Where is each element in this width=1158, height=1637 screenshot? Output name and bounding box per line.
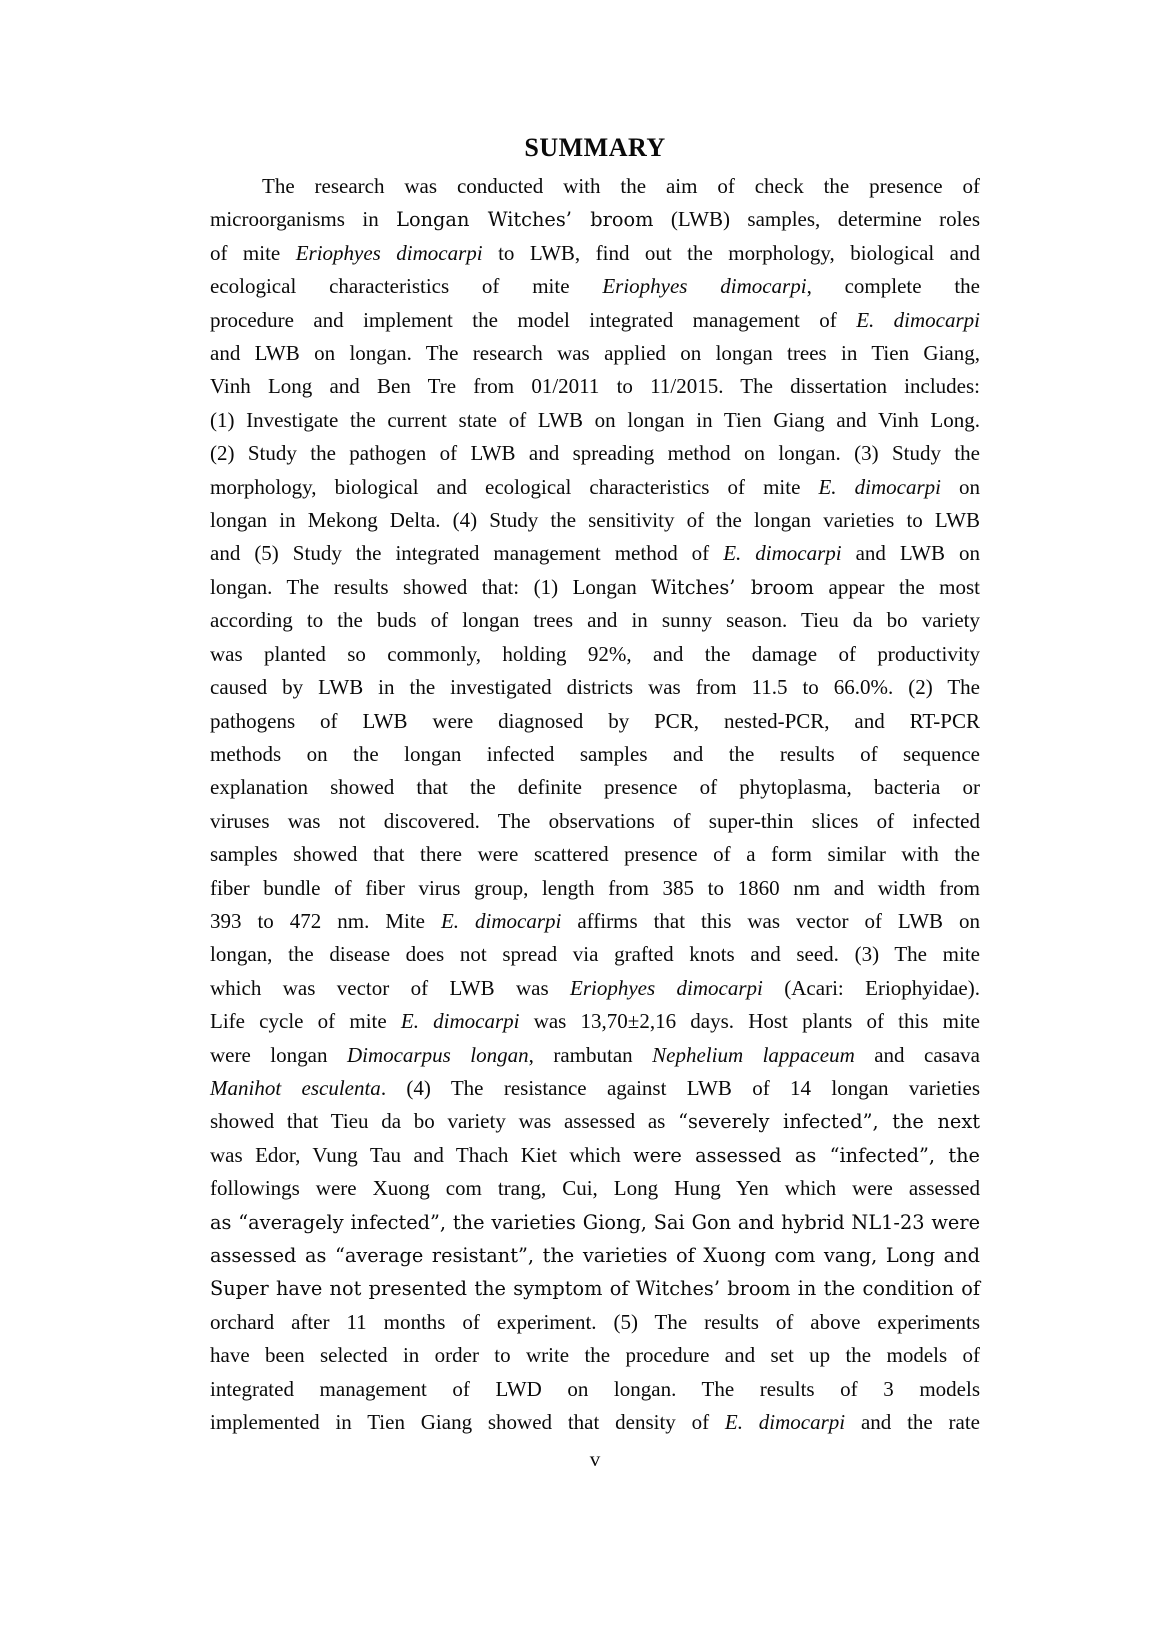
text-run: longan. The results showed that: (1) Longan: [210, 574, 652, 599]
text-run: and LWB on: [841, 541, 980, 566]
paragraph-line: [210, 1406, 980, 1439]
text-run: (Acari: Eriophyidae).: [762, 975, 980, 1000]
text-run: to LWB, find out the morphology, biological and: [482, 240, 980, 265]
text-run: and LWB on longan. The research was applied on longan trees in Tien Giang,: [210, 341, 980, 366]
text-run: Vinh Long and Ben Tre from 01/2011 to 11/2015. The dissertation includes:: [210, 374, 980, 399]
text-run: integrated management of LWD on longan. The results of 3 models: [210, 1376, 980, 1401]
text-run: procedure and implement the model integrated management of: [210, 307, 857, 332]
paragraph-line: [210, 638, 980, 671]
text-run: and the rate: [845, 1410, 981, 1435]
paragraph-line: [210, 1039, 980, 1072]
paragraph-line: [210, 671, 980, 704]
paragraph-line: [210, 738, 980, 771]
paragraph-line: [210, 905, 980, 938]
text-run: which was vector of LWB was: [210, 975, 571, 1000]
text-run: longan, the disease does not spread via grafted knots and seed. (3) The mite: [210, 942, 980, 967]
paragraph-line: [210, 938, 980, 971]
italic-text-run: E. dimocarpi: [818, 474, 941, 499]
paragraph-line: [210, 437, 980, 470]
text-run: Witches’ broom: [651, 575, 814, 599]
text-run: were longan: [210, 1042, 347, 1067]
text-run: longan in Mekong Delta. (4) Study the sensitivity of the longan varieties to LWB: [210, 508, 980, 533]
text-run: were assessed as “infected”, the: [633, 1143, 980, 1167]
italic-text-run: Eriophyes dimocarpi: [295, 240, 483, 265]
paragraph-line: [210, 604, 980, 637]
italic-text-run: Eriophyes dimocarpi: [602, 274, 807, 299]
text-run: “severely infected”, the next: [678, 1110, 980, 1134]
text-run: and casava: [854, 1042, 980, 1067]
text-run: followings were Xuong com trang, Cui, Long Hung Yen which were assessed: [210, 1176, 980, 1201]
text-run: of mite: [210, 240, 296, 265]
paragraph-line: [210, 1272, 980, 1305]
paragraph-line: [210, 504, 980, 537]
text-run: as “averagely infected”, the varieties Giong, Sai Gon and hybrid NL1-23 were: [210, 1210, 980, 1234]
text-run: caused by LWB in the investigated districts was from 11.5 to 66.0%. (2) The: [210, 675, 980, 700]
text-run: implemented in Tien Giang showed that density of: [210, 1410, 725, 1435]
text-run: was 13,70±2,16 days. Host plants of this mite: [519, 1009, 981, 1034]
text-run: pathogens of LWB were diagnosed by PCR, nested-PCR, and RT-PCR: [210, 708, 980, 733]
page-number: v: [589, 1447, 601, 1471]
text-run: The research was conducted with the aim of check the presence of: [262, 174, 980, 198]
paragraph-line: [210, 838, 980, 871]
italic-text-run: E. dimocarpi: [440, 908, 562, 933]
italic-text-run: Dimocarpus longan: [346, 1042, 529, 1067]
text-run: samples showed that there were scattered presence of a form similar with the: [210, 842, 980, 867]
paragraph-line: [210, 805, 980, 838]
italic-text-run: E. dimocarpi: [856, 307, 981, 332]
text-run: ecological characteristics of mite: [210, 274, 603, 299]
paragraph-line: [210, 404, 980, 437]
text-run: showed that Tieu da bo variety was assessed as: [210, 1109, 679, 1134]
paragraph-line: [210, 237, 980, 270]
text-run: methods on the longan infected samples and the results of sequence: [210, 741, 980, 766]
paragraph-line: [210, 1373, 980, 1406]
text-run: viruses was not discovered. The observations of super-thin slices of infected: [210, 808, 980, 833]
paragraph-line: [210, 1139, 980, 1172]
italic-text-run: E. dimocarpi: [724, 1410, 846, 1435]
text-run: Life cycle of mite: [210, 1009, 401, 1034]
text-run: Super have not presented the symptom of Witches’ broom in the condition of: [210, 1277, 980, 1301]
paragraph-line: [210, 1239, 980, 1272]
text-run: Longan Witches’ broom: [396, 208, 654, 232]
paragraph-line: [210, 1339, 980, 1372]
text-run: according to the buds of longan trees and in sunny season. Tieu da bo variety: [210, 608, 980, 633]
text-run: microorganisms in: [210, 207, 397, 232]
italic-text-run: E. dimocarpi: [400, 1009, 520, 1034]
text-run: was Edor, Vung Tau and Thach Kiet which: [210, 1142, 634, 1167]
paragraph-line: [210, 872, 980, 905]
text-run: , rambutan: [528, 1042, 653, 1067]
italic-text-run: E. dimocarpi: [723, 541, 842, 566]
text-run: explanation showed that the definite presence of phytoplasma, bacteria or: [210, 775, 980, 800]
text-run: (1) Investigate the current state of LWB on longan in Tien Giang and Vinh Long.: [210, 407, 980, 432]
paragraph-line: [210, 571, 980, 604]
paragraph-line: [210, 705, 980, 738]
paragraph-line: [210, 203, 980, 236]
text-run: assessed as “average resistant”, the varieties of Xuong com vang, Long and: [210, 1244, 980, 1267]
text-run: appear the most: [814, 574, 981, 599]
italic-text-run: Manihot esculenta: [210, 1075, 381, 1100]
paragraph-line: [210, 537, 980, 570]
paragraph-line: [210, 370, 980, 403]
paragraph-line: [210, 1105, 980, 1138]
text-run: orchard after 11 months of experiment. (5) The results of above experiments: [210, 1309, 980, 1334]
text-run: on: [940, 474, 981, 499]
summary-paragraph: [210, 170, 980, 1439]
paragraph-line: [210, 270, 980, 303]
text-run: , complete the: [806, 274, 981, 299]
paragraph-line: [210, 304, 980, 337]
paragraph-line: [210, 771, 980, 804]
text-run: fiber bundle of fiber virus group, length from 385 to 1860 nm and width from: [210, 875, 980, 900]
text-run: was planted so commonly, holding 92%, and the damage of productivity: [210, 641, 980, 666]
text-run: (2) Study the pathogen of LWB and spreading method on longan. (3) Study the: [210, 441, 980, 466]
paragraph-line: [210, 337, 980, 370]
paragraph-line: [210, 170, 980, 203]
text-run: morphology, biological and ecological characteristics of mite: [210, 474, 819, 499]
text-run: 393 to 472 nm. Mite: [210, 908, 441, 933]
italic-text-run: Nephelium lappaceum: [652, 1042, 855, 1067]
paragraph-line: [210, 972, 980, 1005]
page-title: SUMMARY: [524, 133, 666, 162]
paragraph-line: [210, 471, 980, 504]
paragraph-line: [210, 1306, 980, 1339]
paragraph-line: [210, 1005, 980, 1038]
paragraph-line: [210, 1206, 980, 1239]
text-run: . (4) The resistance against LWB of 14 longan varieties: [380, 1075, 981, 1100]
text-run: and (5) Study the integrated management method of: [210, 541, 724, 566]
text-run: (LWB) samples, determine roles: [653, 207, 980, 232]
text-run: affirms that this was vector of LWB on: [561, 908, 981, 933]
text-run: have been selected in order to write the procedure and set up the models of: [210, 1343, 980, 1368]
paragraph-line: [210, 1172, 980, 1205]
paragraph-line: [210, 1072, 980, 1105]
italic-text-run: Eriophyes dimocarpi: [570, 975, 763, 1000]
